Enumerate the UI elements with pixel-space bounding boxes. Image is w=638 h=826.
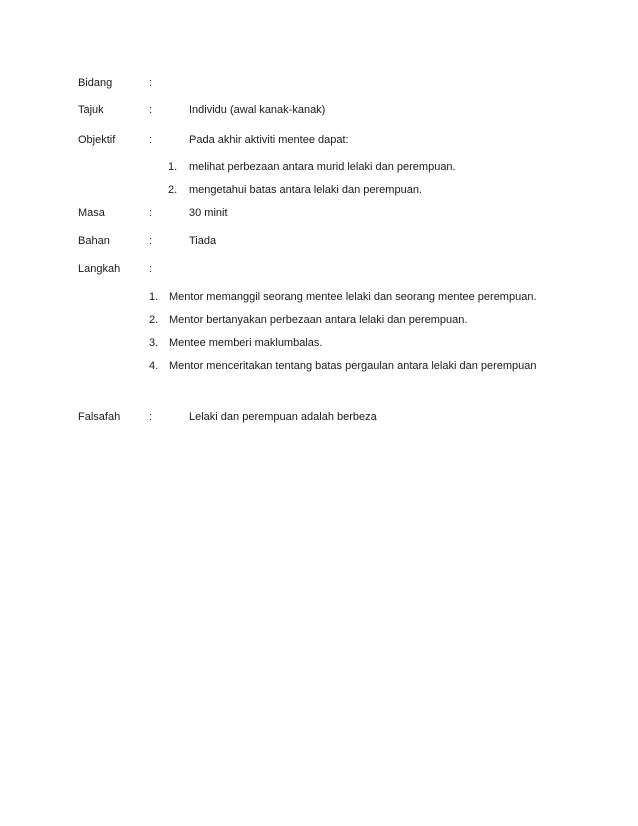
objektif-item-number: 2. (168, 184, 178, 196)
bahan-value: Tiada (189, 235, 217, 247)
objektif-item-text: mengetahui batas antara lelaki dan perempuan. (189, 184, 422, 196)
bahan-colon: : (149, 235, 153, 247)
langkah-colon: : (149, 263, 153, 275)
objektif-value: Pada akhir aktiviti mentee dapat: (189, 134, 349, 146)
objektif-colon: : (149, 134, 153, 146)
objektif-item-number: 1. (168, 161, 178, 173)
objektif-item-text: melihat perbezaan antara murid lelaki dan perempuan. (189, 161, 456, 173)
falsafah-colon: : (149, 411, 153, 423)
bidang-label: Bidang (78, 77, 113, 89)
langkah-step-number: 2. (149, 314, 159, 326)
masa-value: 30 minit (189, 207, 228, 219)
langkah-label: Langkah (78, 263, 121, 275)
langkah-step-number: 3. (149, 337, 159, 349)
langkah-step-number: 4. (149, 360, 159, 372)
langkah-step-text: Mentor menceritakan tentang batas pergaulan antara lelaki dan perempuan (169, 360, 537, 372)
langkah-step-text: Mentor memanggil seorang mentee lelaki dan seorang mentee perempuan. (169, 291, 537, 303)
masa-colon: : (149, 207, 153, 219)
langkah-step-number: 1. (149, 291, 159, 303)
tajuk-value: Individu (awal kanak-kanak) (189, 104, 326, 116)
tajuk-label: Tajuk (78, 104, 104, 116)
bidang-colon: : (149, 77, 153, 89)
objektif-label: Objektif (78, 134, 116, 146)
langkah-step-text: Mentee memberi maklumbalas. (169, 337, 323, 349)
falsafah-label: Falsafah (78, 411, 121, 423)
falsafah-value: Lelaki dan perempuan adalah berbeza (189, 411, 377, 423)
bahan-label: Bahan (78, 235, 110, 247)
masa-label: Masa (78, 207, 105, 219)
langkah-step-text: Mentor bertanyakan perbezaan antara lelaki dan perempuan. (169, 314, 468, 326)
tajuk-colon: : (149, 104, 153, 116)
